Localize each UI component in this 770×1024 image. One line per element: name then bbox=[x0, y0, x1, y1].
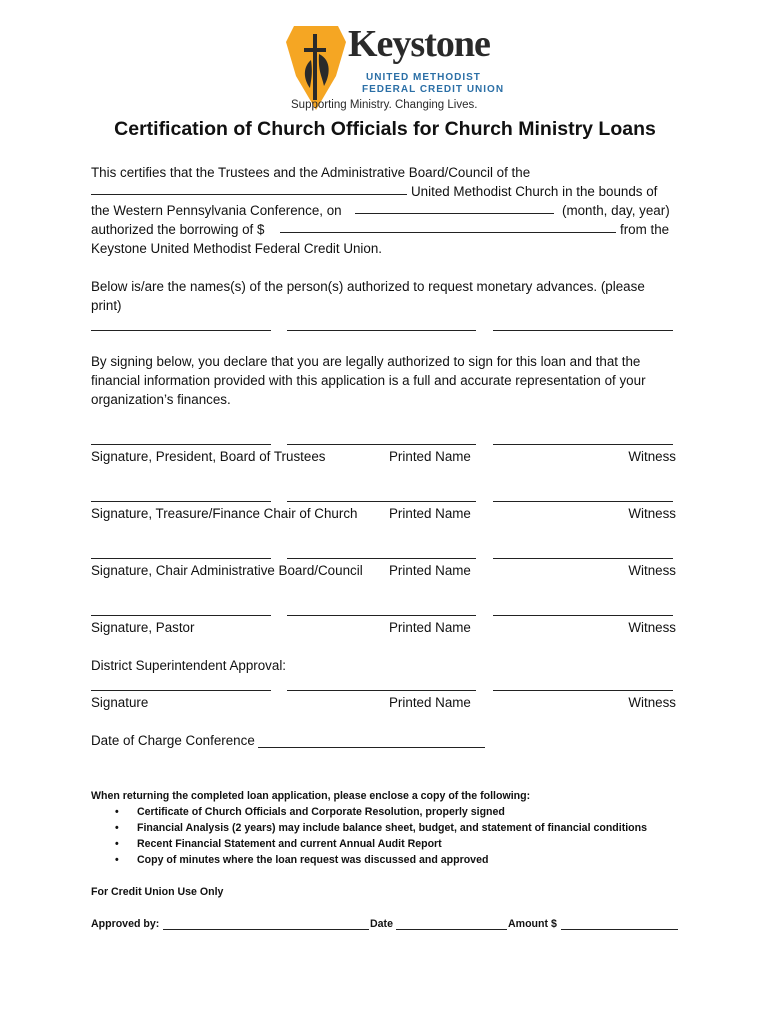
printed-name-label: Printed Name bbox=[389, 506, 471, 521]
amount-field[interactable] bbox=[280, 232, 616, 233]
printed-name-label: Printed Name bbox=[389, 695, 471, 710]
names-line-1: Below is/are the names(s) of the person(s) authorized to request monetary advances. (please bbox=[91, 279, 645, 294]
witness-field-treasurer[interactable] bbox=[493, 501, 673, 502]
witness-field-board-chair[interactable] bbox=[493, 558, 673, 559]
bullet-icon: • bbox=[115, 854, 119, 866]
witness-label: Witness bbox=[628, 506, 676, 521]
date-label: Date bbox=[370, 918, 393, 930]
cu-heading: For Credit Union Use Only bbox=[91, 886, 224, 898]
signature-field-board-chair[interactable] bbox=[91, 558, 271, 559]
list-item: Recent Financial Statement and current Annual Audit Report bbox=[137, 838, 442, 850]
witness-field-pastor[interactable] bbox=[493, 615, 673, 616]
witness-field-ds[interactable] bbox=[493, 690, 673, 691]
printed-name-field-ds[interactable] bbox=[287, 690, 476, 691]
cu-amount-field[interactable] bbox=[561, 929, 678, 930]
signature-field-ds[interactable] bbox=[91, 690, 271, 691]
witness-label: Witness bbox=[628, 449, 676, 464]
printed-name-label: Printed Name bbox=[389, 620, 471, 635]
intro-line-4a: authorized the borrowing of $ bbox=[91, 222, 265, 237]
date-field[interactable] bbox=[355, 213, 554, 214]
printed-name-field-pastor[interactable] bbox=[287, 615, 476, 616]
printed-name-label: Printed Name bbox=[389, 563, 471, 578]
printed-name-field-board-chair[interactable] bbox=[287, 558, 476, 559]
declaration-line-2: financial information provided with this application is a full and accurate representation of your bbox=[91, 373, 646, 388]
signature-label-president: Signature, President, Board of Trustees bbox=[91, 449, 326, 464]
bullet-icon: • bbox=[115, 822, 119, 834]
amount-label: Amount $ bbox=[508, 918, 557, 930]
signature-field-president[interactable] bbox=[91, 444, 271, 445]
signature-label-treasurer: Signature, Treasure/Finance Chair of Church bbox=[91, 506, 358, 521]
printed-name-label: Printed Name bbox=[389, 449, 471, 464]
intro-line-4b: from the bbox=[620, 222, 670, 237]
ds-heading: District Superintendent Approval: bbox=[91, 658, 287, 673]
approved-by-label: Approved by: bbox=[91, 918, 160, 930]
logo-name: Keystone bbox=[348, 23, 490, 65]
logo-line-2: FEDERAL CREDIT UNION bbox=[362, 84, 505, 95]
witness-label: Witness bbox=[628, 695, 676, 710]
bullet-icon: • bbox=[115, 806, 119, 818]
returning-heading: When returning the completed loan application, please enclose a copy of the following: bbox=[91, 790, 531, 802]
witness-field-president[interactable] bbox=[493, 444, 673, 445]
printed-name-field-treasurer[interactable] bbox=[287, 501, 476, 502]
intro-line-2: United Methodist Church in the bounds of bbox=[411, 184, 658, 199]
intro-line-1: This certifies that the Trustees and the Administrative Board/Council of the bbox=[91, 165, 531, 180]
church-name-field[interactable] bbox=[91, 194, 407, 195]
intro-line-3a: the Western Pennsylvania Conference, on bbox=[91, 203, 342, 218]
approved-by-field[interactable] bbox=[163, 929, 369, 930]
declaration-line-3: organization’s finances. bbox=[91, 392, 231, 407]
signature-label-ds: Signature bbox=[91, 695, 149, 710]
authorized-name-field-3[interactable] bbox=[493, 330, 673, 331]
witness-label: Witness bbox=[628, 620, 676, 635]
bullet-icon: • bbox=[115, 838, 119, 850]
charge-conference-label: Date of Charge Conference bbox=[91, 733, 255, 748]
signature-field-treasurer[interactable] bbox=[91, 501, 271, 502]
charge-conference-date-field[interactable] bbox=[258, 747, 485, 748]
signature-field-pastor[interactable] bbox=[91, 615, 271, 616]
signature-label-pastor: Signature, Pastor bbox=[91, 620, 195, 635]
cu-date-field[interactable] bbox=[396, 929, 507, 930]
authorized-name-field-1[interactable] bbox=[91, 330, 271, 331]
declaration-line-1: By signing below, you declare that you are legally authorized to sign for this loan and that the bbox=[91, 354, 641, 369]
witness-label: Witness bbox=[628, 563, 676, 578]
list-item: Financial Analysis (2 years) may include balance sheet, budget, and statement of financial conditions bbox=[137, 822, 648, 834]
names-line-2: print) bbox=[91, 298, 122, 313]
logo-tagline: Supporting Ministry. Changing Lives. bbox=[291, 99, 478, 111]
list-item: Certificate of Church Officials and Corporate Resolution, properly signed bbox=[137, 806, 505, 818]
intro-line-3b: (month, day, year) bbox=[562, 203, 670, 218]
page-title: Certification of Church Officials for Church Ministry Loans bbox=[114, 118, 656, 140]
logo-line-1: UNITED METHODIST bbox=[366, 72, 481, 83]
list-item: Copy of minutes where the loan request was discussed and approved bbox=[137, 854, 489, 866]
intro-line-5: Keystone United Methodist Federal Credit Union. bbox=[91, 241, 383, 256]
authorized-name-field-2[interactable] bbox=[287, 330, 476, 331]
keystone-cross-flame-icon bbox=[286, 24, 346, 110]
signature-label-board-chair: Signature, Chair Administrative Board/Council bbox=[91, 563, 363, 578]
printed-name-field-president[interactable] bbox=[287, 444, 476, 445]
